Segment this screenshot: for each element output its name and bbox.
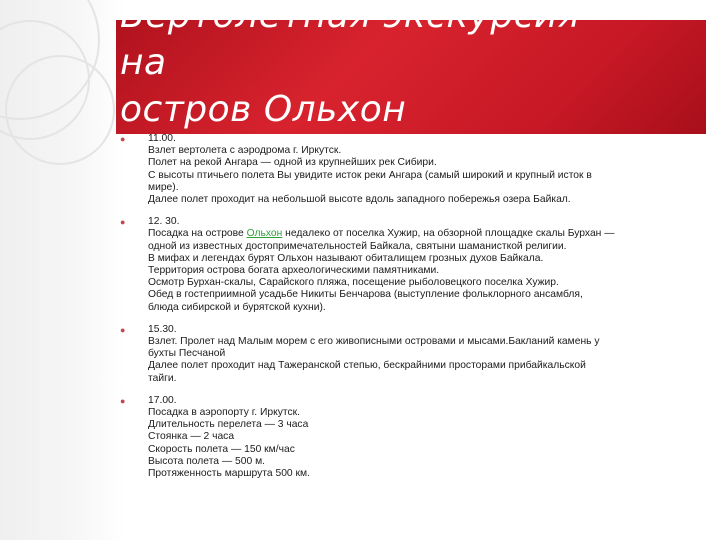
item-line xyxy=(148,228,705,240)
itinerary-list xyxy=(120,133,705,490)
item-line: Протяженность маршрута 500 км. xyxy=(148,468,310,480)
title-line-1: Вертолетная экскурсия xyxy=(120,0,581,36)
item-line: Обед в гостеприимной усадьбе Никиты Бенчарова (выступление фольклорного ансамбля, xyxy=(148,289,583,301)
item-time: 15.30. xyxy=(148,323,177,335)
title-line-2: на xyxy=(120,42,167,83)
item-line: Осмотр Бурхан-скалы, Сарайского пляжа, посещение рыболовецкого поселка Хужир. xyxy=(148,277,559,289)
item-line: Скорость полета — 150 км/час xyxy=(148,443,295,455)
item-line: мире). xyxy=(148,181,179,193)
item-line: одной из известных достопримечательностей Байкала, святыни шаманисткой религии. xyxy=(148,240,567,252)
item-line: Полет на рекой Ангара — одной из крупнейших рек Сибири. xyxy=(148,157,437,169)
item-line: В мифах и легендах бурят Ольхон называют обиталищем грозных духов Байкала. xyxy=(148,252,544,264)
list-item xyxy=(120,395,705,480)
item-line: Стоянка — 2 часа xyxy=(148,431,235,443)
item-line: Высота полета — 500 м. xyxy=(148,455,266,467)
title-line-3: остров Ольхон xyxy=(120,89,407,130)
item-time: 11.00. xyxy=(148,133,176,144)
olkhon-link[interactable]: Ольхон xyxy=(246,228,283,240)
bullet-icon: ● xyxy=(120,134,126,144)
list-item xyxy=(120,324,705,385)
slide-title xyxy=(120,0,720,133)
item-line: Посадка в аэропорту г. Иркутск. xyxy=(148,407,300,419)
bullet-icon: ● xyxy=(120,217,126,228)
item-line: блюда сибирской и бурятской кухни). xyxy=(148,301,326,313)
item-text: Посадка на острове xyxy=(148,228,247,240)
item-line: С высоты птичьего полета Вы увидите исток реки Ангара (самый широкий и крупный исток в xyxy=(148,169,592,181)
item-line: Далее полет проходит на небольшой высоте вдоль западного побережья озера Байкал. xyxy=(148,194,571,206)
item-line: тайги. xyxy=(148,372,177,384)
item-line: Далее полет проходит над Тажеранской степью, бескрайними просторами прибайкальской xyxy=(148,360,586,372)
item-line: Взлет. Пролет над Малым морем с его живописными островами и мысами.Бакланий камень у xyxy=(148,336,600,348)
item-line: Взлет вертолета с аэродрома г. Иркутск. xyxy=(148,145,342,157)
item-line: Территория острова богата археологическими памятниками. xyxy=(148,265,440,277)
bullet-icon: ● xyxy=(120,324,126,335)
bullet-icon: ● xyxy=(120,395,126,406)
list-item xyxy=(120,133,705,206)
item-line: Длительность перелета — 3 часа xyxy=(148,419,309,431)
item-time: 17.00. xyxy=(148,394,177,406)
list-item xyxy=(120,216,705,314)
item-text: недалеко от поселка Хужир, на обзорной площадке скалы Бурхан — xyxy=(282,228,615,240)
item-time: 12. 30. xyxy=(148,216,180,228)
item-line: бухты Песчаной xyxy=(148,348,226,360)
